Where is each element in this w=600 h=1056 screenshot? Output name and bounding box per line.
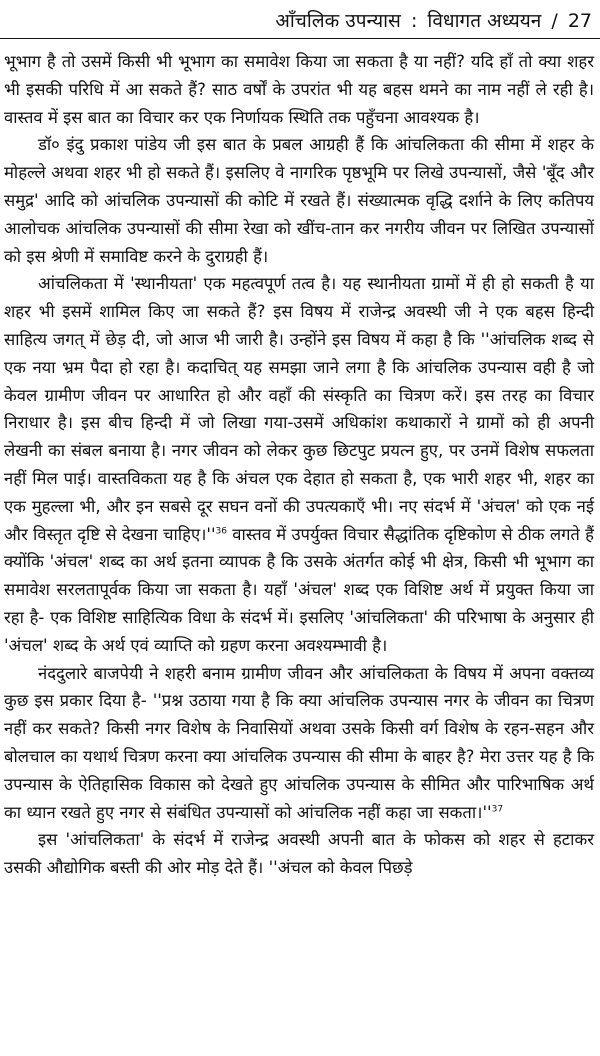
paragraph-5: इस 'आंचलिकता' के संदर्भ में राजेन्द्र अवस्थी अपनी बात के फोकस को शहर से हटाकर उसकी औद्योगिक बस्ती की ओर मोड़ देते हैं। ''अंचल को केवल पिछड़े (4, 830, 594, 878)
page-separator: / (551, 10, 558, 32)
footnote-ref-37: 37 (491, 803, 504, 814)
paragraph-4-text: नंददुलारे बाजपेयी ने शहरी बनाम ग्रामीण जीवन और आंचलिकता के विषय में अपना वक्तव्य कुछ इस प्रकार दिया है- ''प्रश्न उठाया गया है कि क्या आंचलिक उपन्यास नगर के जीवन का चित्रण नहीं कर सकते? किसी नगर विशेष के निवासियों अथवा उसके किसी वर्ग विशेष के रहन-सहन और बोलचाल का यथार्थ चित्रण करना क्या आंचलिक उपन्यास की सीमा के बाहर है? मेरा उत्तर यह है कि उपन्यास के ऐतिहासिक विकास को देखते हुए आंचलिक उपन्यास के सीमित और पारिभाषिक अर्थ का ध्यान रखते हुए नगर से संबंधित उपन्यासों को आंचलिक नहीं कहा जा सकता।'' (4, 663, 594, 822)
paragraph-2: डॉ० इंदु प्रकाश पांडेय जी इस बात के प्रबल आग्रही हैं कि आंचलिकता की सीमा में शहर के मोहल्ले अथवा शहर भी हो सकते हैं। इसलिए वे नागरिक पृष्ठभूमि पर लिखे उपन्यासों, जैसे 'बूँद और समुद्र' आदि को आंचलिक उपन्यासों की कोटि में रखते हैं। संख्यात्मक वृद्धि दर्शाने के लिए कतिपय आलोचक आंचलिक उपन्यासों की सीमा रेखा को खींच-तान कर नगरीय जीवन पर लिखित उपन्यासों को इस श्रेणी में समाविष्ट करने के दुराग्रही हैं। (4, 135, 594, 266)
paragraph-3-text: आंचलिकता में 'स्थानीयता' एक महत्वपूर्ण तत्व है। यह स्थानीयता ग्रामों में ही हो सकती है या शहर भी इसमें शामिल किए जा सकते हैं? इस विषय में राजेन्द्र अवस्थी जी ने एक बहस हिन्दी साहित्य जगत् में छेड़ दी, जो आज भी जारी है। उन्होंने इस विषय में कहा है कि ''आंचलिक शब्द से एक नया भ्रम पैदा हो रहा है। कदाचित् यह समझा जाने लगा है कि आंचलिक उपन्यास वही है जो केवल ग्रामीण जीवन पर आधारित हो और वहाँ की संस्कृति का चित्रण करें। इस तरह का विचार निराधार है। इस बीच हिन्दी में जो लिखा गया-उसमें अधिकांश कथाकारों ने ग्रामों को ही अपनी लेखनी का संबल बनाया है। नगर जीवन को लेकर कुछ छिटपुट प्रयत्न हुए, पर उनमें विशेष सफलता नहीं मिल पाई। वास्तविकता यह है कि अंचल एक देहात हो सकता है, एक भारी शहर भी, शहर का एक मुहल्ला भी, और इन सबसे दूर सघन वनों की उपत्यकाएँ भी। नए संदर्भ में 'अंचल' को एक नई और विस्तृत दृष्टि से देखना चाहिए।'' (4, 274, 594, 544)
footnote-ref-36: 36 (215, 526, 227, 537)
paragraph-4 (4, 660, 594, 827)
running-header (0, 6, 592, 36)
title-separator: : (410, 10, 418, 32)
chapter-title: विधागत अध्ययन (427, 10, 542, 32)
body-text (4, 48, 594, 882)
paragraph-3 (4, 270, 594, 659)
book-title: आँचलिक उपन्यास (275, 10, 401, 32)
page-number: 27 (567, 10, 592, 32)
header-rule (0, 38, 600, 39)
paragraph-3-continued: वास्तव में उपर्युक्त विचार सैद्धांतिक दृष्टिकोण से ठीक लगते हैं क्योंकि 'अंचल' शब्द का अर्थ इतना व्यापक है कि उसके अंतर्गत कोई भी क्षेत्र, किसी भी भूभाग का समावेश सरलतापूर्वक किया जा सकता है। यहाँ 'अंचल' शब्द एक विशिष्ट अर्थ में प्रयुक्त किया जा रहा है- एक विशिष्ट साहित्यिक विधा के संदर्भ में। इसलिए 'आंचलिकता' की परिभाषा के अनुसार ही 'अंचल' शब्द के अर्थ एवं व्याप्ति को ग्रहण करना अवश्यम्भावी है। (4, 524, 594, 655)
paragraph-1: भूभाग है तो उसमें किसी भी भूभाग का समावेश किया जा सकता है या नहीं? यदि हाँ तो क्या शहर भी इसकी परिधि में आ सकते हैं? साठ वर्षों के उपरांत भी यह बहस थमने का नाम नहीं ले रही है। वास्तव में इस बात का विचार कर एक निर्णायक स्थिति तक पहुँचना आवश्यक है। (4, 52, 594, 127)
